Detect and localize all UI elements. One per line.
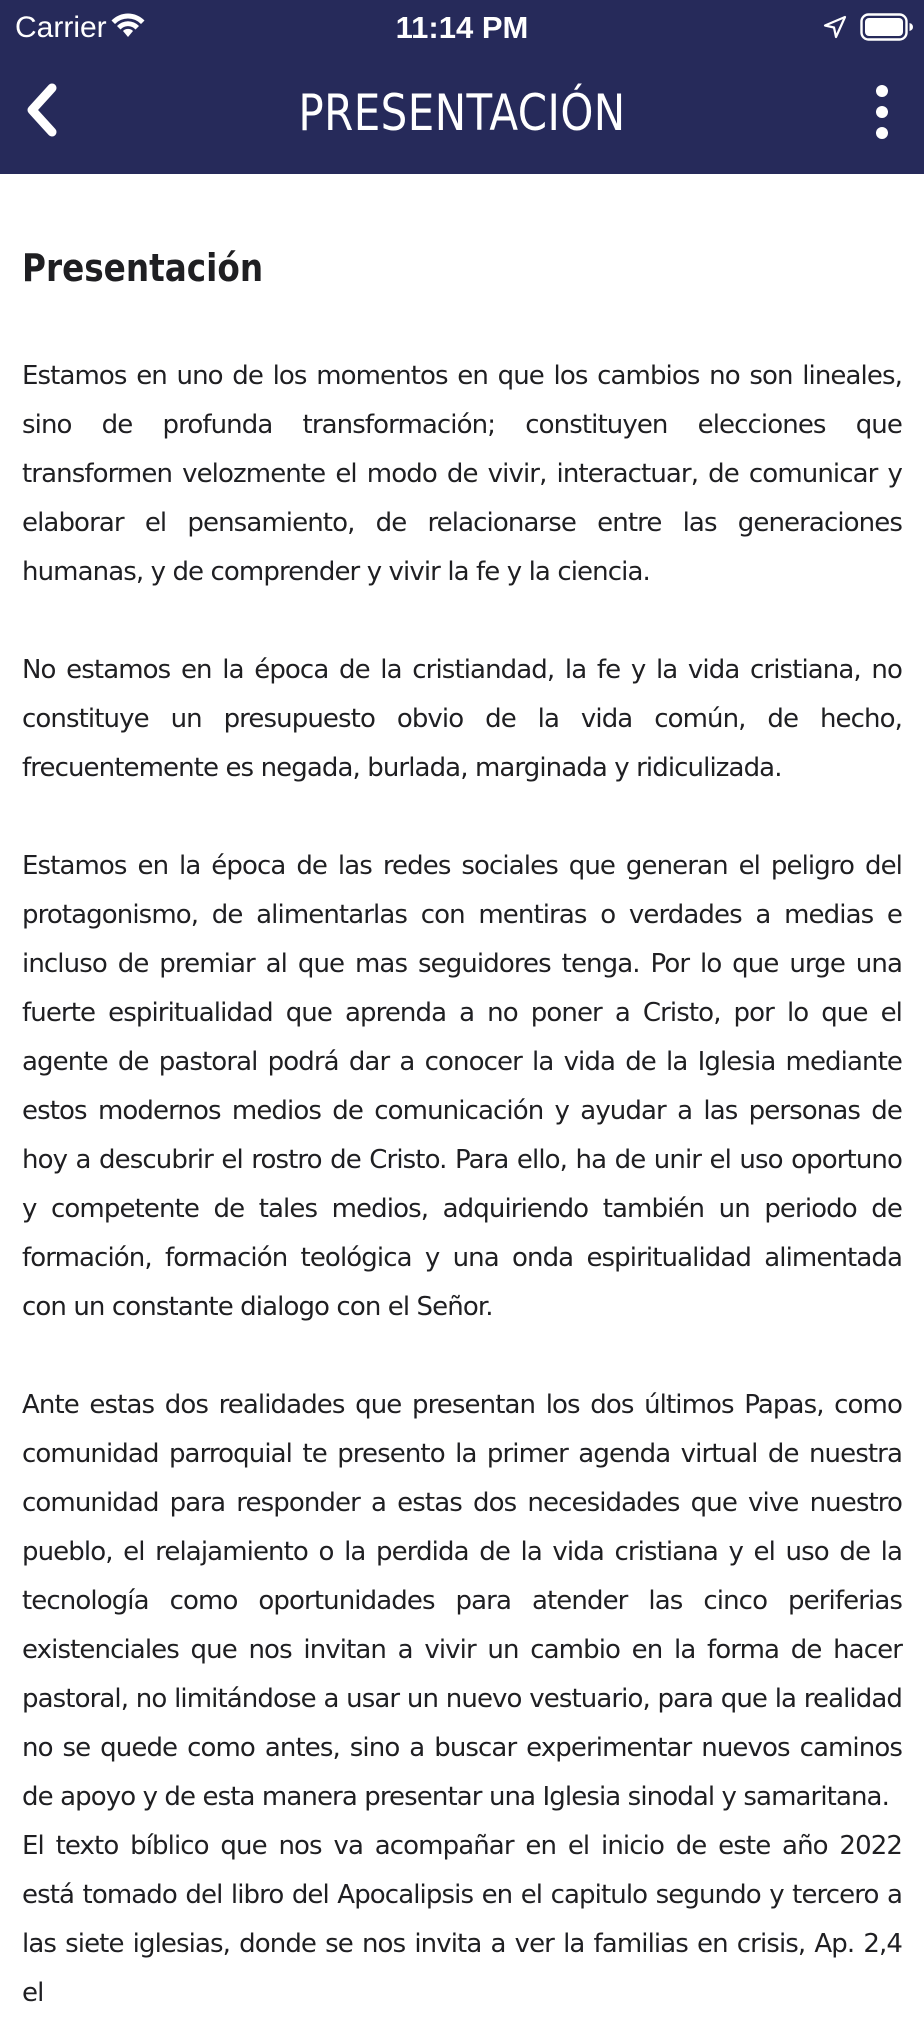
carrier-label: Carrier [15,11,107,44]
article-paragraph-4: Ante estas dos realidades que presentan los dos últimos Papas, como comunidad parroquial te presento la primer agenda virtual de nuestra comunidad para responder a estas dos necesidades que vive nuestro pueblo, el relajamiento o la perdida de la vida cristiana y el uso de la tecnología como oportunidades para atender las cinco periferias existenciales que nos invitan a vivir un cambio en la forma de hacer pastoral, no limitándose a usar un nuevo vestuario, para que la realidad no se quede como antes, sino a buscar experimentar nuevos caminos de apoyo y de esta manera presentar una Iglesia sinodal y samaritana. [22,1390,902,1812]
battery-icon [860,12,914,42]
more-vertical-icon [862,82,902,142]
back-button[interactable] [16,78,72,142]
article-paragraph-1: Estamos en uno de los momentos en que los cambios no son lineales, sino de profunda transformación; constituyen elecciones que transformen velozmente el modo de vivir, interactuar, de comunicar y elaborar el pensamiento, de relacionarse entre las generaciones humanas, y de comprender y vivir la fe y la ciencia. [22,361,902,587]
page-title: PRESENTACIÓN [298,84,626,142]
article-content [22,174,902,2018]
more-options-button[interactable] [862,82,902,142]
app-header [0,0,924,174]
location-arrow-icon [822,14,848,40]
chevron-left-icon [16,78,72,142]
status-bar [0,0,924,56]
article-paragraph-3: Estamos en la época de las redes sociales que generan el peligro del protagonismo, de alimentarlas con mentiras o verdades a medias e incluso de premiar al que mas seguidores tenga. Por lo que urge una fuerte espiritualidad que aprenda a no poner a Cristo, por lo que el agente de pastoral podrá dar a conocer la vida de la Iglesia mediante estos modernos medios de comunicación y ayudar a las personas de hoy a descubrir el rostro de Cristo. Para ello, ha de unir el uso oportuno y competente de tales medios, adquiriendo también un periodo de formación, formación teológica y una onda espiritualidad alimentada con un constante dialogo con el Señor. [22,851,902,1322]
article-paragraph-5: El texto bíblico que nos va acompañar en el inicio de este año 2022 está tomado del libro del Apocalipsis en el capitulo segundo y tercero a las siete iglesias, donde se nos invita a ver la familias en crisis, Ap. 2,4 el [22,1831,902,2008]
article-paragraph-2: No estamos en la época de la cristiandad, la fe y la vida cristiana, no constituye un presupuesto obvio de la vida común, de hecho, frecuentemente es negada, burlada, marginada y ridiculizada. [22,655,902,783]
article-heading: Presentación [22,246,264,290]
navigation-bar [0,56,924,174]
status-time: 11:14 PM [395,10,529,45]
